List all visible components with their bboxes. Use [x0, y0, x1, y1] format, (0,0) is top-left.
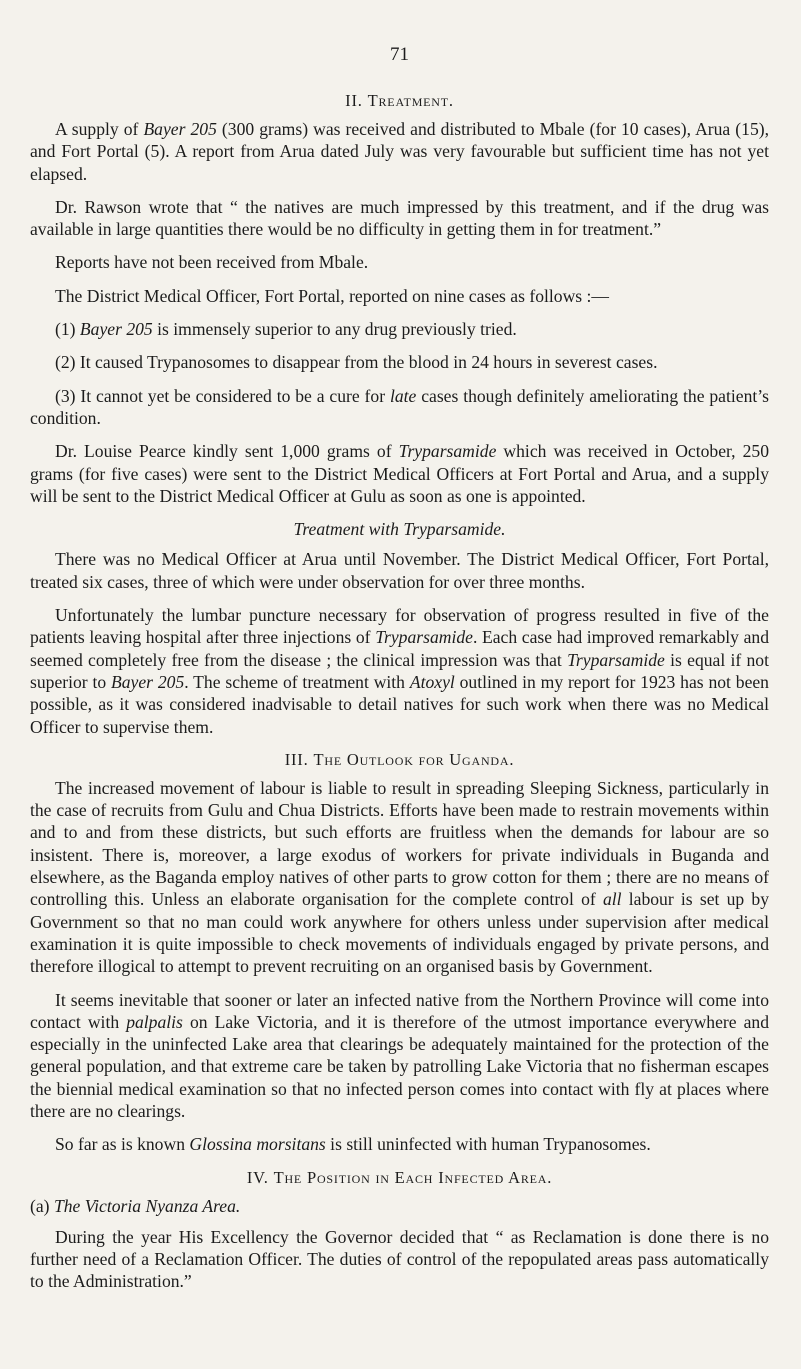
subheading-tryparsamide: Treatment with Tryparsamide.: [293, 519, 506, 540]
section-heading-treatment: [30, 90, 769, 112]
section-title: The Position in Each Infected Area.: [273, 1167, 553, 1187]
outlook-body: [30, 777, 769, 1156]
italic-term: Bayer 205: [143, 119, 217, 139]
italic-term: Glossina morsitans: [189, 1134, 326, 1155]
italic-term: Atoxyl: [409, 671, 455, 692]
paragraph: The increased movement of labour is liable to result in spreading Sleeping Sickness, particularly in the case of recruits from Gulu and Chua Districts. Efforts have been made to restrain movements within and to and from these districts, but such efforts are fruitless when the demands for labour are so insistent. There is, moreover, a large exodus of workers for private individuals in Buganda and elsewhere, as the Baganda employ natives of other parts to grow cotton for them ; there are no means of controlling this. Unless an elaborate organisation for the complete control of all labour is set up by Government so that no man could work anywhere for others unless under supervision after medical examination it is quite impossible to check movements of individuals engaged by private persons, and therefore illogical to attempt to prevent recruiting on an organised basis by Government.: [30, 777, 769, 977]
section-number: III.: [284, 749, 309, 769]
list-item: (1) Bayer 205 is immensely superior to any drug previously tried.: [55, 319, 517, 340]
section-heading-position: [30, 1167, 769, 1189]
paragraph-pearce: Dr. Louise Pearce kindly sent 1,000 grams of Tryparsamide which was received in October, 250 grams (for five cases) were sent to the District Medical Officers at Fort Portal and Arua, and a supply will be sent to the District Medical Officer at Gulu as soon as one is appointed.: [30, 441, 769, 506]
page-number: 71: [390, 44, 409, 65]
paragraph: Reports have not been received from Mbale.: [55, 252, 369, 273]
paragraph-final: During the year His Excellency the Governor decided that “ as Reclamation is done there is no further need of a Reclamation Officer. The duties of control of the repopulated areas pass automatically to the Administration.”: [30, 1226, 769, 1292]
treatment-intro: [30, 118, 769, 307]
section-heading-outlook: [30, 749, 769, 771]
paragraph: So far as is known Glossina morsitans is still uninfected with human Trypanosomes.: [55, 1134, 651, 1155]
paragraph: It seems inevitable that sooner or later an infected native from the Northern Province will come into contact with palpalis on Lake Victoria, and it is therefore of the utmost importance everywhere and especially in the uninfected Lake area that clearings be adequately maintained for the protection of the general population, and that extreme care be taken by patrolling Lake Victoria that no fisherman escapes the biennial medical examination so that no infected person comes into contact with fly at places where there are no clearings.: [30, 989, 769, 1121]
list-item: (2) It caused Trypanosomes to disappear from the blood in 24 hours in severest cases.: [55, 352, 658, 373]
section-number: II.: [345, 91, 363, 110]
list-item: (3) It cannot yet be considered to be a cure for late cases though definitely ameliorating the patient’s condition.: [30, 385, 769, 428]
paragraph: A supply of Bayer 205 (300 grams) was received and distributed to Mbale (for 10 cases), Arua (15), and Fort Portal (5). A report from Arua dated July was very favourable but sufficient time has not yet elapsed.: [30, 119, 769, 184]
section-title: Treatment.: [367, 91, 454, 110]
italic-term: Tryparsamide: [567, 649, 665, 670]
italic-term: late: [389, 385, 417, 406]
paragraph: Unfortunately the lumbar puncture necessary for observation of progress resulted in five of the patients leaving hospital after three injections of Tryparsamide. Each case had improved remarkably and seemed completely free from the disease ; the clinical impression was that Tryparsamide is equal if not superior to Bayer 205. The scheme of treatment with Atoxyl outlined in my report for 1923 has not been possible, as it was considered inadvisable to detail natives for such work when there was no Medical Officer to supervise them.: [30, 605, 769, 737]
italic-term: Bayer 205: [79, 319, 153, 340]
italic-term: Tryparsamide: [398, 441, 497, 462]
subsection-title: The Victoria Nyanza Area.: [53, 1195, 241, 1216]
italic-term: palpalis: [126, 1011, 183, 1032]
section-number: IV.: [246, 1167, 269, 1187]
tryparsamide-body: [30, 548, 769, 737]
paragraph: There was no Medical Officer at Arua until November. The District Medical Officer, Fort Portal, treated six cases, three of which were under observation for over three months.: [30, 549, 769, 592]
italic-term: all: [602, 889, 622, 910]
italic-term: Bayer 205: [111, 671, 185, 692]
italic-term: Tryparsamide: [375, 627, 473, 648]
paragraph: Dr. Rawson wrote that “ the natives are much impressed by this treatment, and if the drug was available in large quantities there would be no difficulty in getting them in for treatment.”: [30, 196, 769, 240]
section-title: The Outlook for Uganda.: [313, 749, 515, 769]
subsection-label: (a): [30, 1195, 50, 1216]
subsection-heading-victoria: [30, 1195, 769, 1217]
numbered-list: [30, 318, 769, 429]
paragraph: The District Medical Officer, Fort Portal, reported on nine cases as follows :—: [55, 285, 610, 306]
